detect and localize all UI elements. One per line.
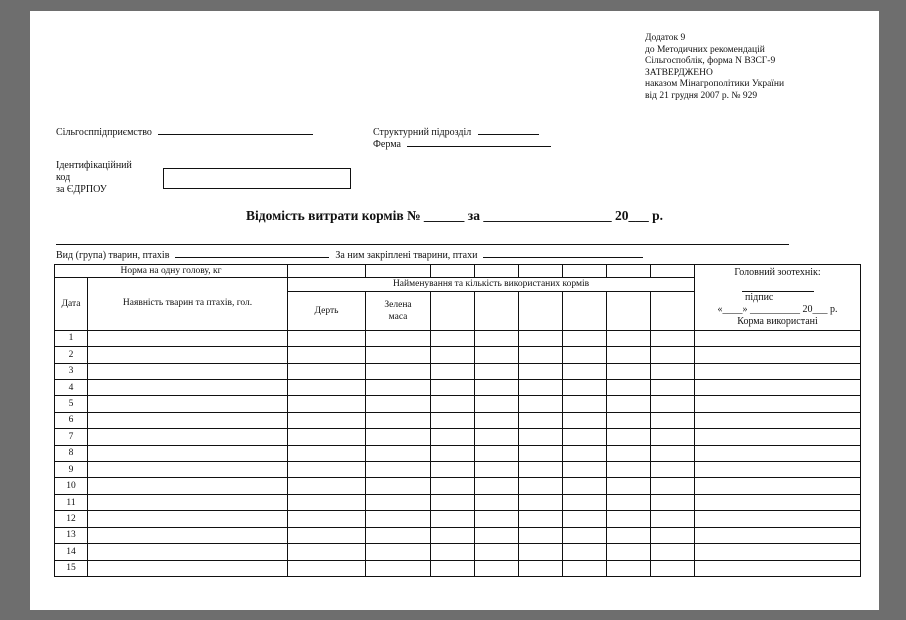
norm-cell[interactable]	[651, 265, 695, 278]
table-cell[interactable]	[431, 412, 475, 428]
table-cell[interactable]	[651, 462, 695, 478]
table-cell[interactable]	[563, 544, 607, 560]
table-cell[interactable]	[519, 412, 563, 428]
assigned-animals-field[interactable]	[483, 248, 643, 258]
table-row	[55, 412, 861, 428]
table-row	[55, 544, 861, 560]
table-cell[interactable]	[563, 347, 607, 363]
table-cell[interactable]	[475, 478, 519, 494]
table-cell[interactable]	[563, 379, 607, 395]
table-cell[interactable]	[88, 330, 288, 346]
table-cell[interactable]	[366, 429, 431, 445]
table-cell[interactable]	[431, 511, 475, 527]
table-cell[interactable]	[519, 347, 563, 363]
document-sheet	[30, 11, 879, 610]
feed-col-derst: Дерть	[288, 291, 366, 330]
table-cell[interactable]	[695, 560, 861, 576]
farm-field[interactable]	[407, 137, 551, 147]
row-number: 6	[55, 412, 88, 428]
table-cell[interactable]	[607, 379, 651, 395]
structural-unit-label: Структурний підрозділ	[373, 127, 472, 138]
enterprise-field[interactable]	[158, 125, 313, 135]
table-row	[55, 462, 861, 478]
zootechnician-title: Головний зоотехнік:	[734, 267, 821, 278]
table-cell[interactable]	[88, 396, 288, 412]
table-cell[interactable]	[88, 379, 288, 395]
zootechnician-block	[695, 265, 861, 331]
table-cell[interactable]	[695, 396, 861, 412]
table-cell[interactable]	[563, 478, 607, 494]
table-cell[interactable]	[366, 494, 431, 510]
table-cell[interactable]	[563, 511, 607, 527]
table-cell[interactable]	[288, 396, 366, 412]
table-cell[interactable]	[288, 363, 366, 379]
table-cell[interactable]	[607, 494, 651, 510]
table-cell[interactable]	[519, 396, 563, 412]
table-row	[55, 478, 861, 494]
norm-cell[interactable]	[431, 265, 475, 278]
table-cell[interactable]	[88, 412, 288, 428]
table-cell[interactable]	[475, 396, 519, 412]
table-cell[interactable]	[366, 478, 431, 494]
table-cell[interactable]	[366, 462, 431, 478]
table-cell[interactable]	[475, 544, 519, 560]
table-cell[interactable]	[366, 379, 431, 395]
table-row	[55, 396, 861, 412]
table-cell[interactable]	[695, 511, 861, 527]
table-cell[interactable]	[651, 363, 695, 379]
approval-line: до Методичних рекомендацій	[645, 44, 765, 55]
feed-col[interactable]	[475, 291, 519, 330]
row-number: 9	[55, 462, 88, 478]
table-cell[interactable]	[519, 494, 563, 510]
table-cell[interactable]	[366, 412, 431, 428]
table-cell[interactable]	[431, 429, 475, 445]
table-cell[interactable]	[475, 462, 519, 478]
table-cell[interactable]	[288, 560, 366, 576]
table-cell[interactable]	[288, 494, 366, 510]
table-cell[interactable]	[519, 363, 563, 379]
approval-block	[645, 33, 784, 103]
divider-line	[56, 244, 789, 245]
approval-line: ЗАТВЕРДЖЕНО	[645, 67, 713, 78]
table-cell[interactable]	[563, 412, 607, 428]
table-cell[interactable]	[519, 379, 563, 395]
norm-cell[interactable]	[475, 265, 519, 278]
table-cell[interactable]	[431, 527, 475, 543]
table-cell[interactable]	[431, 478, 475, 494]
table-cell[interactable]	[651, 347, 695, 363]
enterprise-row	[56, 125, 313, 138]
table-cell[interactable]	[88, 544, 288, 560]
page-title: Відомість витрати кормів № ______ за ___________________ 20___ р.	[246, 208, 663, 223]
table-row	[55, 347, 861, 363]
table-cell[interactable]	[695, 478, 861, 494]
row-number: 3	[55, 363, 88, 379]
farm-row	[373, 137, 551, 150]
table-cell[interactable]	[607, 330, 651, 346]
table-cell[interactable]	[651, 429, 695, 445]
table-cell[interactable]	[475, 363, 519, 379]
table-cell[interactable]	[288, 462, 366, 478]
table-cell[interactable]	[366, 396, 431, 412]
row-number: 5	[55, 396, 88, 412]
table-cell[interactable]	[288, 478, 366, 494]
table-cell[interactable]	[88, 511, 288, 527]
table-cell[interactable]	[431, 560, 475, 576]
table-body	[55, 330, 861, 576]
enterprise-label: Сільгосппідприємство	[56, 127, 152, 138]
table-cell[interactable]	[651, 478, 695, 494]
row-number: 2	[55, 347, 88, 363]
table-cell[interactable]	[695, 544, 861, 560]
presence-header: Наявність тварин та птахів, гол.	[88, 278, 288, 330]
table-cell[interactable]	[475, 511, 519, 527]
table-cell[interactable]	[288, 511, 366, 527]
table-cell[interactable]	[607, 396, 651, 412]
table-cell[interactable]	[563, 363, 607, 379]
feed-col-green-mass: Зелена маса	[366, 291, 431, 330]
table-row	[55, 494, 861, 510]
table-cell[interactable]	[695, 363, 861, 379]
table-cell[interactable]	[431, 363, 475, 379]
table-cell[interactable]	[431, 494, 475, 510]
approval-line: наказом Мінагрополітики України	[645, 79, 785, 90]
table-cell[interactable]	[288, 544, 366, 560]
table-cell[interactable]	[607, 412, 651, 428]
assigned-animals-label: За ним закріплені тварини, птахи	[335, 250, 478, 261]
farm-label: Ферма	[373, 139, 401, 150]
table-cell[interactable]	[695, 330, 861, 346]
table-cell[interactable]	[607, 429, 651, 445]
table-cell[interactable]	[563, 396, 607, 412]
table-cell[interactable]	[695, 347, 861, 363]
table-cell[interactable]	[563, 462, 607, 478]
table-row	[55, 330, 861, 346]
id-code-box[interactable]	[163, 168, 351, 189]
table-cell[interactable]	[431, 544, 475, 560]
table-cell[interactable]	[651, 560, 695, 576]
table-cell[interactable]	[651, 544, 695, 560]
table-cell[interactable]	[88, 363, 288, 379]
table-cell[interactable]	[288, 379, 366, 395]
table-cell[interactable]	[288, 412, 366, 428]
table-row	[55, 429, 861, 445]
table-row	[55, 560, 861, 576]
table-cell[interactable]	[475, 412, 519, 428]
table-cell[interactable]	[288, 347, 366, 363]
row-number: 15	[55, 560, 88, 576]
table-cell[interactable]	[695, 527, 861, 543]
table-cell[interactable]	[88, 429, 288, 445]
table-cell[interactable]	[431, 330, 475, 346]
table-cell[interactable]	[475, 560, 519, 576]
feed-col[interactable]	[651, 291, 695, 330]
table-cell[interactable]	[607, 445, 651, 461]
animal-kind-row	[56, 248, 643, 261]
table-row	[55, 527, 861, 543]
table-row	[55, 511, 861, 527]
table-cell[interactable]	[695, 462, 861, 478]
table-cell[interactable]	[563, 560, 607, 576]
signature-caption: підпис	[745, 292, 774, 303]
table-cell[interactable]	[651, 494, 695, 510]
table-cell[interactable]	[563, 429, 607, 445]
table-cell[interactable]	[431, 396, 475, 412]
table-cell[interactable]	[519, 445, 563, 461]
table-cell[interactable]	[519, 544, 563, 560]
table-cell[interactable]	[366, 347, 431, 363]
table-cell[interactable]	[475, 330, 519, 346]
approval-line: Додаток 9	[645, 33, 686, 43]
table-cell[interactable]	[475, 527, 519, 543]
table-cell[interactable]	[366, 544, 431, 560]
norm-cell[interactable]	[366, 265, 431, 278]
table-cell[interactable]	[651, 396, 695, 412]
feed-col[interactable]	[607, 291, 651, 330]
date-header: Дата	[55, 278, 88, 330]
table-cell[interactable]	[366, 330, 431, 346]
table-cell[interactable]	[607, 363, 651, 379]
feed-col[interactable]	[519, 291, 563, 330]
table-row	[55, 363, 861, 379]
table-cell[interactable]	[651, 330, 695, 346]
table-cell[interactable]	[563, 494, 607, 510]
table-cell[interactable]	[288, 429, 366, 445]
table-cell[interactable]	[366, 527, 431, 543]
norm-header: Норма на одну голову, кг	[55, 265, 288, 278]
approval-line: від 21 грудня 2007 р. № 929	[645, 90, 758, 101]
signature-line[interactable]	[742, 283, 814, 292]
table-cell[interactable]	[366, 511, 431, 527]
table-cell[interactable]	[695, 445, 861, 461]
id-code-label: Ідентифікаційний код за ЄДРПОУ	[56, 160, 132, 195]
table-cell[interactable]	[695, 412, 861, 428]
table-cell[interactable]	[607, 462, 651, 478]
row-number: 4	[55, 379, 88, 395]
table-cell[interactable]	[366, 560, 431, 576]
table-cell[interactable]	[519, 429, 563, 445]
signature-date: «____» __________ 20___ р.	[717, 304, 838, 315]
table-cell[interactable]	[607, 544, 651, 560]
table-cell[interactable]	[519, 560, 563, 576]
row-number: 1	[55, 330, 88, 346]
table-cell[interactable]	[431, 462, 475, 478]
feed-col[interactable]	[563, 291, 607, 330]
norm-cell[interactable]	[563, 265, 607, 278]
row-number: 11	[55, 494, 88, 510]
feed-col[interactable]	[431, 291, 475, 330]
feed-header: Найменування та кількість використаних кормів	[288, 278, 695, 291]
table-cell[interactable]	[431, 445, 475, 461]
animal-kind-field[interactable]	[175, 248, 329, 258]
table-cell[interactable]	[563, 330, 607, 346]
table-cell[interactable]	[563, 445, 607, 461]
table-cell[interactable]	[651, 379, 695, 395]
table-cell[interactable]	[651, 511, 695, 527]
animal-kind-label: Вид (група) тварин, птахів	[56, 250, 170, 261]
table-cell[interactable]	[607, 527, 651, 543]
table-cell[interactable]	[88, 462, 288, 478]
norm-cell[interactable]	[519, 265, 563, 278]
row-number: 10	[55, 478, 88, 494]
table-cell[interactable]	[519, 478, 563, 494]
table-cell[interactable]	[366, 363, 431, 379]
feed-table	[54, 264, 861, 577]
table-cell[interactable]	[607, 478, 651, 494]
table-cell[interactable]	[695, 379, 861, 395]
table-cell[interactable]	[88, 560, 288, 576]
row-number: 7	[55, 429, 88, 445]
table-cell[interactable]	[366, 445, 431, 461]
structural-unit-field[interactable]	[478, 125, 539, 135]
table-cell[interactable]	[607, 511, 651, 527]
table-cell[interactable]	[88, 478, 288, 494]
table-cell[interactable]	[695, 429, 861, 445]
table-cell[interactable]	[288, 330, 366, 346]
table-cell[interactable]	[695, 494, 861, 510]
table-row	[55, 379, 861, 395]
table-cell[interactable]	[475, 347, 519, 363]
table-cell[interactable]	[88, 445, 288, 461]
norm-cell[interactable]	[607, 265, 651, 278]
row-number: 8	[55, 445, 88, 461]
table-cell[interactable]	[475, 494, 519, 510]
table-cell[interactable]	[607, 560, 651, 576]
table-cell[interactable]	[431, 347, 475, 363]
table-cell[interactable]	[563, 527, 607, 543]
row-number: 13	[55, 527, 88, 543]
row-number: 14	[55, 544, 88, 560]
table-row	[55, 445, 861, 461]
table-cell[interactable]	[519, 511, 563, 527]
table-cell[interactable]	[519, 330, 563, 346]
table-cell[interactable]	[88, 527, 288, 543]
table-cell[interactable]	[519, 462, 563, 478]
table-cell[interactable]	[88, 347, 288, 363]
feeds-used-label: Корма використані	[737, 316, 818, 327]
table-cell[interactable]	[651, 445, 695, 461]
table-cell[interactable]	[288, 445, 366, 461]
table-cell[interactable]	[651, 527, 695, 543]
norm-cell[interactable]	[288, 265, 366, 278]
table-cell[interactable]	[475, 379, 519, 395]
table-cell[interactable]	[288, 527, 366, 543]
table-cell[interactable]	[475, 429, 519, 445]
table-cell[interactable]	[519, 527, 563, 543]
table-cell[interactable]	[651, 412, 695, 428]
table-cell[interactable]	[607, 347, 651, 363]
table-cell[interactable]	[475, 445, 519, 461]
table-cell[interactable]	[88, 494, 288, 510]
approval-line: Сільгоспоблік, форма N ВЗСГ-9	[645, 56, 776, 67]
row-number: 12	[55, 511, 88, 527]
table-cell[interactable]	[431, 379, 475, 395]
